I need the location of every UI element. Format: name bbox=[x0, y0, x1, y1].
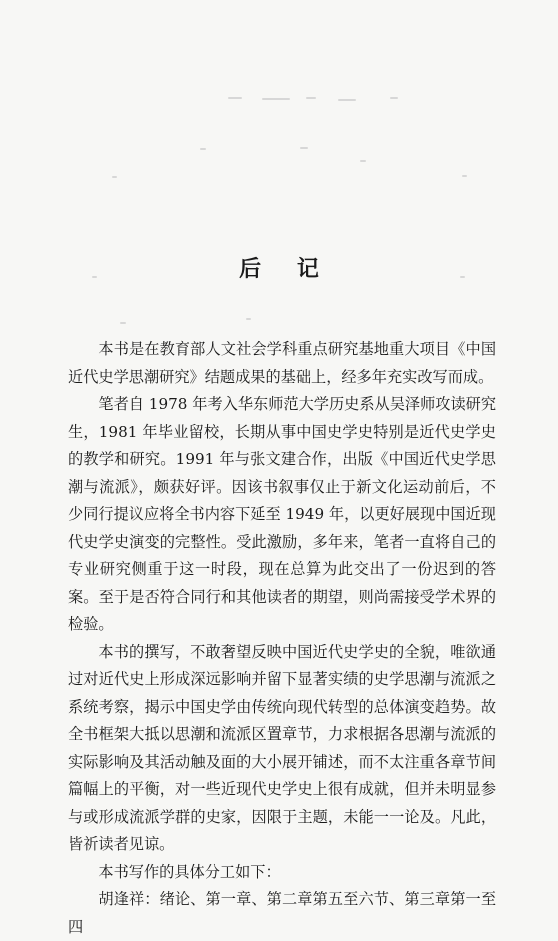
print-noise bbox=[262, 98, 290, 100]
print-noise bbox=[112, 176, 117, 178]
paragraph: 本书是在教育部人文社会学科重点研究基地重大项目《中国近代史学思潮研究》结题成果的基础上，经多年充实改写而成。 bbox=[68, 340, 496, 386]
paragraph: 笔者自 1978 年考入华东师范大学历史系从吴泽师攻读研究生，1981 年毕业留校，长期从事中国史学史特别是近代史学史的教学和研究。1991 年与张文建合作，出版《中国近代史学思潮与流派》，颇获好评。因该书叙事仅止于新文化运动前后，不少同行提议应将全书内容下延至 1949 年，以更好展现中国近现代史学史演变的完整性。受此激励，多年来，笔者一直将自己的专业研究侧重于这一时段，现在总算为此交出了一份迟到的答案。至于是否符合同行和其他读者的期望，则尚需接受学术界的检验。 bbox=[68, 395, 497, 633]
paragraph: 本书的撰写，不敢奢望反映中国近代史学史的全貌，唯欲通过对近代史上形成深远影响并留下显著实绩的史学思潮与流派之系统考察，揭示中国史学由传统向现代转型的总体演变趋势。故全书框架大抵以思潮和流派区置章节，力求根据各思潮与流派的实际影响及其活动触及面的大小展开铺述，而不太注重各章节间篇幅上的平衡，对一些近现代史学史上很有成就，但并未明显参与或形成流派学群的史家，因限于主题，未能一一论及。凡此，皆祈读者见谅。 bbox=[68, 642, 496, 853]
print-noise bbox=[120, 322, 126, 324]
print-noise bbox=[246, 318, 251, 320]
print-noise bbox=[338, 99, 356, 101]
print-noise bbox=[228, 97, 242, 99]
print-noise bbox=[390, 97, 398, 99]
page-title: 后 记 bbox=[239, 256, 333, 282]
paragraph: 胡逢祥：绪论、第一章、第二章第五至六节、第三章第一至四 bbox=[68, 890, 496, 936]
print-noise bbox=[306, 97, 316, 99]
print-noise bbox=[300, 147, 308, 149]
afterword-body bbox=[68, 336, 496, 941]
print-noise bbox=[200, 148, 206, 150]
print-noise bbox=[462, 175, 467, 177]
print-noise bbox=[360, 160, 366, 162]
paragraph: 本书写作的具体分工如下： bbox=[98, 862, 281, 881]
